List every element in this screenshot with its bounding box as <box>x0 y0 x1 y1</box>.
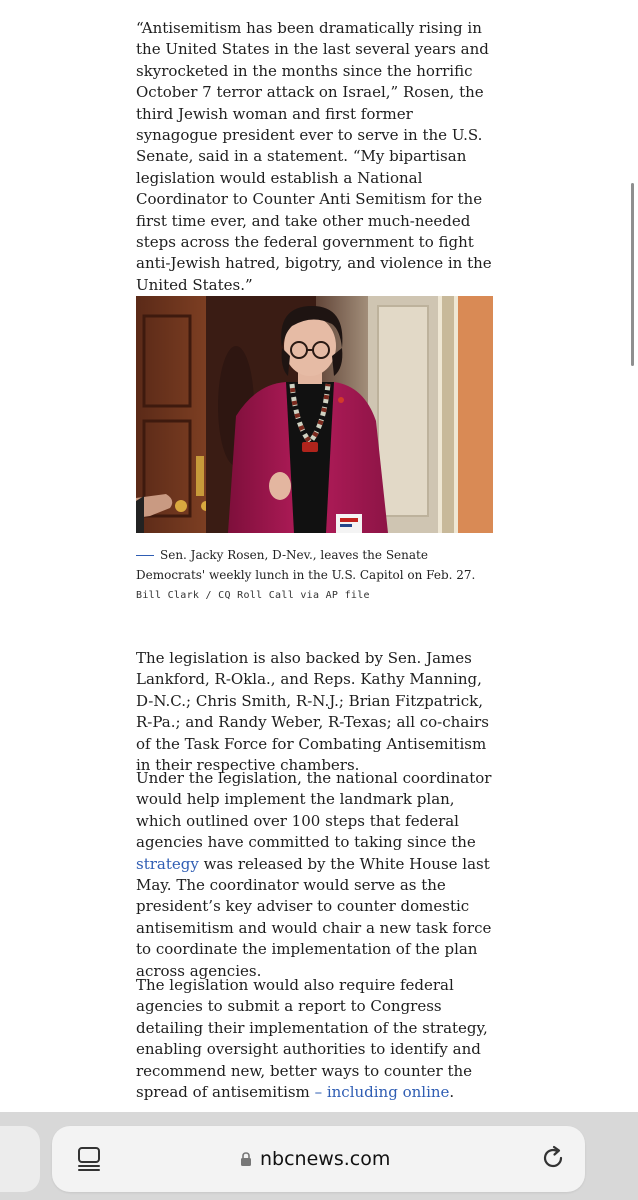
caption-accent-line <box>136 555 154 557</box>
url-text: nbcnews.com <box>260 1148 391 1170</box>
article-photo[interactable] <box>136 296 493 533</box>
photo-illustration <box>136 296 493 533</box>
paragraph-text: . <box>449 1083 455 1102</box>
reload-icon[interactable] <box>541 1145 567 1171</box>
address-bar[interactable] <box>52 1126 585 1192</box>
paragraph-coordinator <box>136 768 498 982</box>
paragraph-text: was released by the White House last May. The coordinator would serve as the president’s key adviser to counter domestic antisemitism and would chair a new task force to coordinate the implementation of the plan across agencies. <box>136 854 492 980</box>
caption-text: Sen. Jacky Rosen, D-Nev., leaves the Senate Democrats' weekly lunch in the U.S. Capitol on Feb. 27. <box>136 548 476 582</box>
including-online-link[interactable]: – including online <box>314 1083 450 1102</box>
tabs-icon[interactable] <box>76 1146 102 1172</box>
strategy-link[interactable]: strategy <box>136 854 199 873</box>
photo-caption <box>136 546 498 606</box>
browser-toolbar <box>0 1112 638 1200</box>
quote-paragraph: “Antisemitism has been dramatically rising in the United States in the last several years and skyrocketed in the months since the horrific October 7 terror attack on Israel,” Rosen, the third Jewish woman and first former synagogue president ever to serve in the U.S. Senate, said in a statement. “My bipartisan legislation would establish a National Coordinator to Counter Anti Semitism for the first time ever, and take other much-needed steps across the federal government to fight anti-Jewish hatred, bigotry, and violence in the United States.” <box>136 19 492 294</box>
paragraph-text: The legislation would also require federal agencies to submit a report to Congress detailing their implementation of the strategy, enabling oversight authorities to identify and recommend new, better ways to counter the spread of antisemitism <box>136 976 488 1102</box>
scrollbar[interactable] <box>631 183 634 366</box>
paragraph-text: Under the legislation, the national coordinator would help implement the landmark plan, which outlined over 100 steps that federal agencies have committed to taking since the <box>136 769 492 852</box>
url-display[interactable] <box>240 1146 390 1172</box>
paragraph-report <box>136 975 498 1103</box>
previous-tab-preview[interactable] <box>0 1126 40 1192</box>
caption-credit: Bill Clark / CQ Roll Call via AP file <box>136 590 370 601</box>
paragraph-backers: The legislation is also backed by Sen. James Lankford, R-Okla., and Reps. Kathy Manning, D-N.C.; Chris Smith, R-N.J.; Brian Fitzpatrick, R-Pa.; and Randy Weber, R-Texas; all co-chairs of the Task Force for Combating Antisemitism in their respective chambers. <box>136 649 489 775</box>
lock-icon <box>240 1152 252 1167</box>
